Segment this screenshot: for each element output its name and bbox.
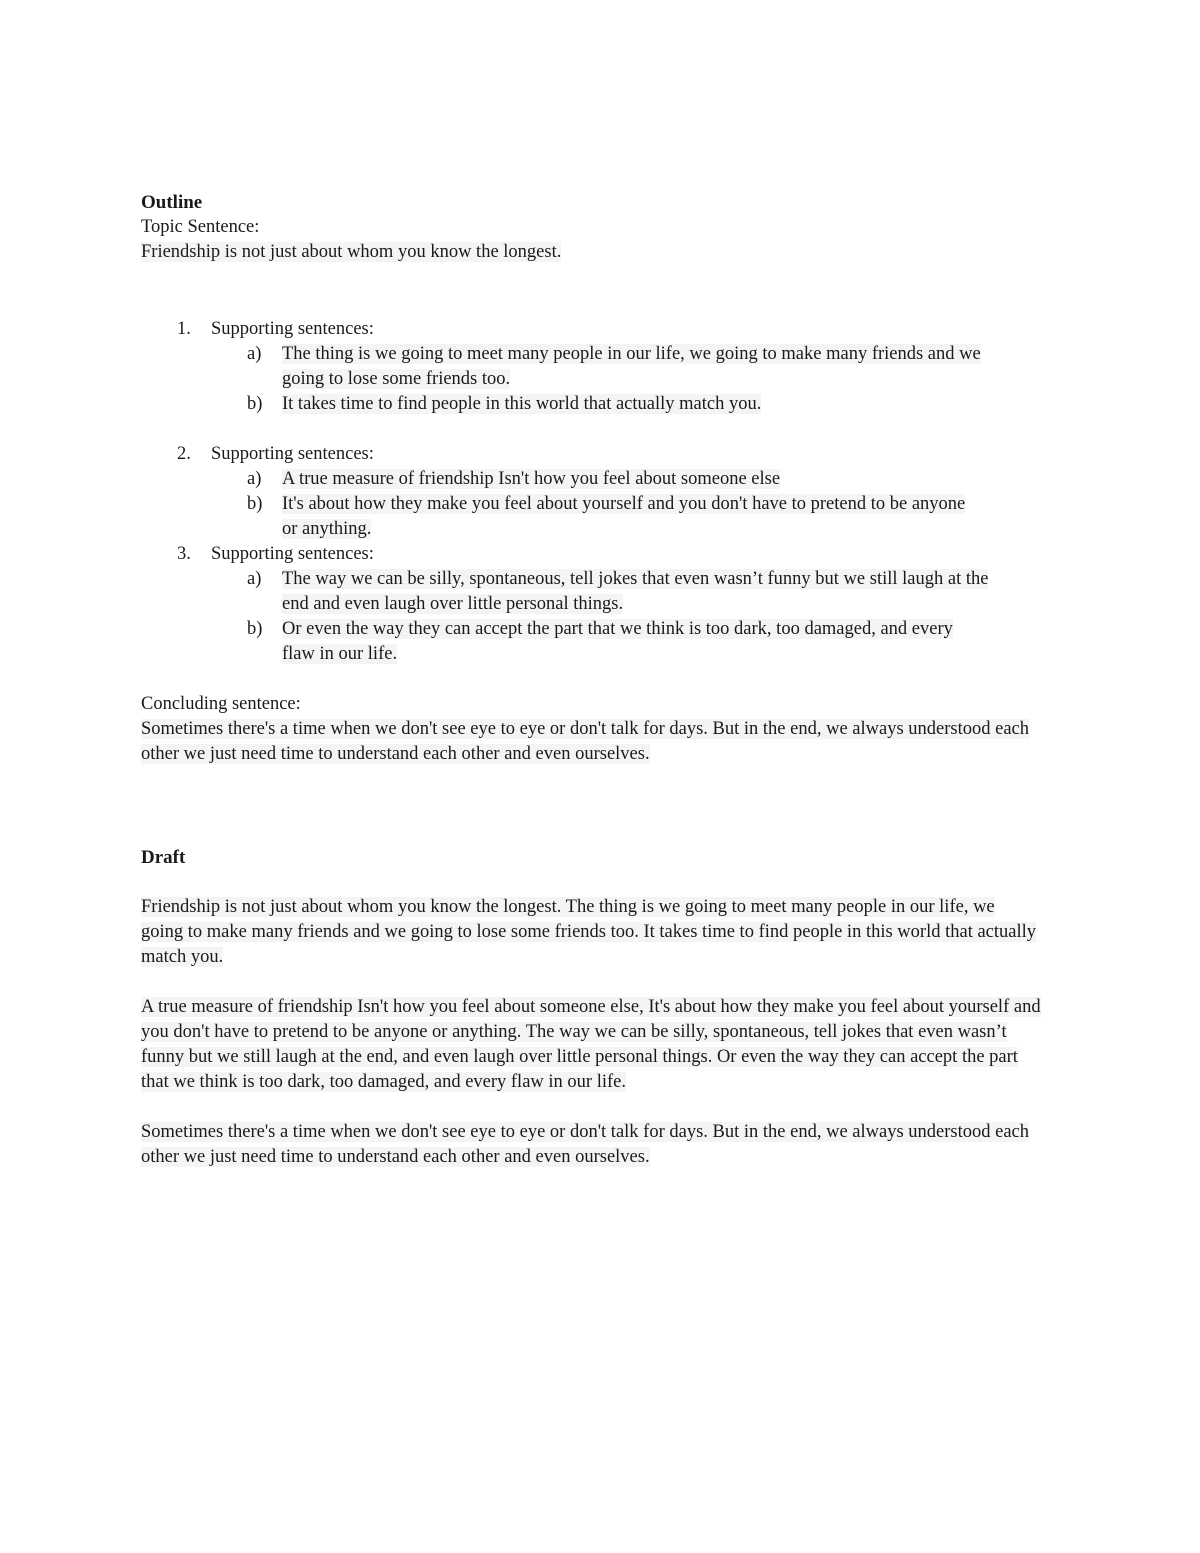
- sub-text: The thing is we going to meet many people in our life, we going to make many friends and we going to lose some friends too.: [282, 344, 981, 389]
- draft-paragraph-text: A true measure of friendship Isn't how you feel about someone else, It's about how they make you feel about yourself and you don't have to pretend to be anyone or anything. The way we can be silly, spontaneous, tell jokes that even wasn’t funny but we still laugh at the end, and even laugh over little personal things. Or even the way they can accept the part that we think is too dark, too damaged, and every flaw in our life.: [141, 997, 1041, 1092]
- draft-paragraph-1: [141, 895, 1041, 970]
- sub-item: [211, 567, 997, 617]
- sub-list: [211, 567, 1061, 667]
- supporting-item-2: [141, 442, 1061, 542]
- supporting-label: Supporting sentences:: [211, 444, 374, 464]
- draft-paragraph-text: Friendship is not just about whom you know the longest. The thing is we going to meet many people in our life, we going to make many friends and we going to lose some friends too. It takes time to find people in this world that actually match you.: [141, 897, 1037, 967]
- sub-item: [211, 617, 982, 667]
- sub-letter: b): [247, 394, 263, 414]
- supporting-label: Supporting sentences:: [211, 319, 374, 339]
- topic-sentence-text: Friendship is not just about whom you know the longest.: [141, 242, 562, 262]
- sub-text: The way we can be silly, spontaneous, tell jokes that even wasn’t funny but we still laugh at the end and even laugh over little personal things.: [282, 569, 989, 614]
- spacer: [141, 970, 1061, 995]
- supporting-number: 2.: [177, 444, 191, 464]
- concluding-sentence-text: Sometimes there's a time when we don't see eye to eye or don't talk for days. But in the end, we always understood each other we just need time to understand each other and even ourselves.: [141, 719, 1029, 764]
- spacer: [141, 265, 1061, 317]
- sub-list: [211, 467, 1061, 542]
- sub-text: It's about how they make you feel about yourself and you don't have to pretend to be anyone or anything.: [282, 494, 966, 539]
- spacer: [141, 1095, 1061, 1120]
- sub-letter: a): [247, 344, 262, 364]
- sub-text: It takes time to find people in this world that actually match you.: [282, 394, 762, 414]
- sub-item: [211, 467, 982, 492]
- spacer: [141, 870, 1061, 895]
- draft-paragraph-3: [141, 1120, 1041, 1170]
- list-spacer: [141, 417, 1061, 442]
- sub-text: Or even the way they can accept the part that we think is too dark, too damaged, and every flaw in our life.: [282, 619, 953, 664]
- sub-letter: b): [247, 494, 263, 514]
- sub-item: [211, 492, 982, 542]
- sub-text: A true measure of friendship Isn't how you feel about someone else: [282, 469, 781, 489]
- supporting-item-1: [141, 317, 1061, 417]
- supporting-number: 1.: [177, 319, 191, 339]
- topic-sentence-label: Topic Sentence:: [141, 217, 260, 237]
- sub-item: [211, 342, 982, 392]
- spacer: [141, 767, 1061, 845]
- supporting-label: Supporting sentences:: [211, 544, 374, 564]
- concluding-sentence: [141, 717, 1041, 767]
- supporting-number: 3.: [177, 544, 191, 564]
- concluding-sentence-label: Concluding sentence:: [141, 694, 301, 714]
- sub-letter: b): [247, 619, 263, 639]
- supporting-item-3: [141, 542, 1061, 667]
- sub-item: [211, 392, 982, 417]
- sub-list: [211, 342, 1061, 417]
- draft-paragraph-2: [141, 995, 1041, 1095]
- draft-heading: Draft: [141, 847, 186, 868]
- topic-sentence: [141, 240, 1061, 265]
- supporting-list: [141, 317, 1061, 667]
- outline-heading: Outline: [141, 192, 203, 213]
- sub-letter: a): [247, 469, 262, 489]
- sub-letter: a): [247, 569, 262, 589]
- spacer: [141, 667, 1061, 692]
- draft-paragraph-text: Sometimes there's a time when we don't see eye to eye or don't talk for days. But in the end, we always understood each other we just need time to understand each other and even ourselves.: [141, 1122, 1029, 1167]
- document-page: [141, 190, 1061, 1170]
